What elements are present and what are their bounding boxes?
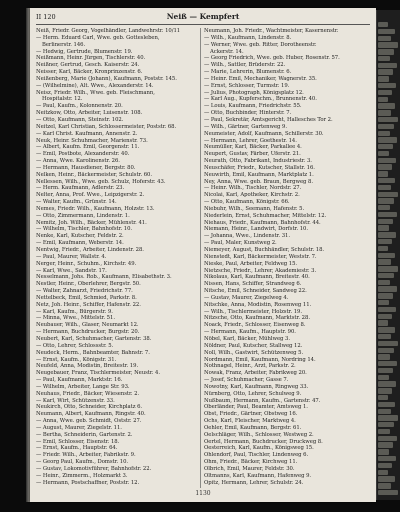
directory-entry: — Ernst, Kaufm., Hauptstr. 64. [36,445,118,452]
directory-entry: Neuschäfer, Friedr., Kutscher, Stallstr. 16. [204,164,315,171]
adjacent-page-line [378,280,390,285]
directory-entry: — Wilh., Sattler, Brüderstr. 22. [204,62,286,69]
directory-entry: Noll, Wilh., Gastwirt, Schützenweg 5. [204,349,304,356]
adjacent-page-line [378,151,389,156]
adjacent-page-line [378,171,388,176]
adjacent-page-line [378,56,390,61]
directory-entry: — Karl, Wwe., Sandstr. 17. [36,267,107,274]
directory-entry: Nettelbeck, Emil, Schmied, Parkstr. 8. [36,294,137,301]
directory-entry: — Emil, Schlosser, Eisenstr. 18. [36,438,120,445]
directory-entry: Neupert, Gustav, Färber, Uferstr. 21. [204,151,301,158]
adjacent-page-line [378,212,397,217]
adjacent-page-line [378,97,388,102]
adjacent-page-line [378,314,392,319]
adjacent-page-line [378,368,393,373]
directory-entry: — Otto, Kaufmann, Königstr. 66. [204,199,290,206]
directory-entry: Neumüller, Karl, Bäcker, Parkallee 4. [204,144,302,151]
directory-entry: — Hermann, Postschaffner, Poststr. 12. [36,479,140,486]
directory-entry: Neiß, Friedr. Georg, Vogelhändler, Landwehrstr. 10/11 [36,28,181,34]
directory-entry: — Paul, Kaufmann, Marktstr. 16. [36,377,123,384]
directory-entry: Niebuhr, Wilh., Seemann, Hafenstr. 5. [204,205,305,212]
page-header [36,12,370,24]
directory-entry: Nöldner, Paul, Kutscher, Stallweg 12. [204,342,303,349]
directory-entry: — Otto, Zimmermann, Lindenstr. 1. [36,212,130,219]
adjacent-page-line [378,239,392,244]
directory-entry: — Karl Christ. Kaufmann, Annenstr. 2. [36,130,138,137]
directory-entry: — Walter, Kaufm., Grünstr. 14. [36,199,117,206]
page-number: II 120 [36,13,56,21]
adjacent-page-line [378,253,395,258]
directory-page [30,8,376,502]
directory-entry: Neißmann, Heinr. Jürgen, Tischlerstr. 40. [36,55,146,62]
directory-entry: — Hermann, Kaufm., Hauptstr. 90. [204,329,296,336]
directory-entry: Ohm, Friedr., Bäcker, Kirchweg 11. [204,459,298,466]
adjacent-page-line [378,103,395,108]
adjacent-page-line [378,144,393,149]
directory-entry: — Wilhelm, Arbeiter, Lange Str. 93. [36,383,130,390]
directory-entry: Neitzkow, Otto, Arbeiter, Luisenstr. 108. [36,110,143,117]
directory-entry: Neurath, Otto, Fabrikant, Industriestr. 3. [204,158,312,165]
directory-entry: Neuk, Heinr. Schuhmacher, Marienstr. 73. [36,137,148,144]
adjacent-page-line [378,219,393,224]
adjacent-page-line [378,131,390,136]
directory-entry: — Georg Paul, Kaufm., Domstr. 10. [36,459,129,466]
directory-entry: Neisz, Friedr. Wilh., Wwe. geb. Fleischmann, [36,89,155,96]
adjacent-page-line [378,225,389,230]
directory-entry: Neuwirth, Emil, Kaufmann, Marktplatz 1. [204,171,314,178]
adjacent-page-text-strip [378,22,398,496]
adjacent-page-line [378,63,397,68]
page-title: Neiß — Kempfert [166,12,240,21]
directory-entry: Ackerstr. 14. [210,48,244,55]
directory-entry: Nienstedt, Karl, Bäckermeister, Weststr. 7. [204,253,317,260]
directory-entry: Nellessen, Wilh., Wwe. geb. Schulz, Hoferstr. 43. [36,178,166,185]
directory-entry: Niehaus, Friedr., Kaufmann, Bahnhofstr. 44. [204,219,321,226]
adjacent-page-line [378,334,391,339]
directory-entry: — Gustav, Lokomotivführer, Bahnhofstr. 22. [36,466,152,472]
directory-entry: — Emil, Postbote, Alexanderstr. 40. [36,151,130,158]
adjacent-page-line [378,354,390,359]
directory-entry: Hospitalstr. 12. [42,96,83,103]
directory-entry: Neudeck, Herm., Bahnbeamter, Bahnstr. 7. [36,349,150,356]
adjacent-page-line [378,266,398,271]
adjacent-page-line [378,395,388,400]
directory-entry: — Heinr., Zimmerm., Holzmarkt 3. [36,472,128,479]
header-rule [36,24,370,25]
directory-entry: — Herm. Kaufmann, Adlerstr. 23. [36,185,125,192]
directory-entry: Neitzel, Karl Christian, Schlossermeister, Poststr. 68. [36,123,177,130]
adjacent-page-line [378,42,398,47]
directory-entry: — Wilh., Kaufmann, Lindenstr. 8. [204,34,292,41]
adjacent-page-line [378,348,394,353]
directory-entry: — Bertha, Schneiderin, Gartenstr. 2. [36,431,133,438]
directory-entry: Nikolaus, Karl, Kaufmann, Breitestr. 40. [204,274,310,281]
directory-entry: Nußbaum, Hermann, Kaufm., Gartenstr. 47. [204,397,321,404]
directory-entry: — Otto, Lehrer, Schlossstr. 5. [36,342,114,349]
adjacent-page-line [378,36,391,41]
directory-entry: Opitz, Hermann, Lehrer, Schulstr. 24. [204,479,304,486]
directory-entry: Nietzsche, Friedr., Lehrer, Akademiestr. 3. [204,267,317,274]
adjacent-page-line [378,273,394,278]
directory-entry: — Wilh., Tischlermeister, Holzstr. 19. [204,308,302,315]
directory-entry: Nemitz, Joh. Wilh., Bäcker, Mühlenstr. 41. [36,219,147,226]
directory-entry: Olbrich, Emil, Maurer, Feldstr. 30. [204,466,295,472]
adjacent-page-line [378,69,393,74]
adjacent-page-line [378,442,393,447]
adjacent-page-line [378,490,398,495]
adjacent-page-line [378,29,395,34]
directory-entry: Nieske, Paul, Arbeiter, Feldweg 15. [204,260,298,267]
directory-entry: Neufeld, Anna, Modistin, Breitestr. 19. [36,363,139,370]
directory-entry: — Georg Friedrich, Wwe. geb. Huber, Rosenstr. 57. [204,55,340,62]
adjacent-page-line [378,178,395,183]
directory-entry: Ohlendorf, Paul, Tischler, Lindenweg 6. [204,452,309,459]
adjacent-page-line [378,83,396,88]
adjacent-page-line [378,341,398,346]
adjacent-page-line [378,327,395,332]
directory-entry: Neumann, Joh. Friedr., Wachtmeister, Kasernenstr. [204,28,339,34]
adjacent-page-line [378,300,389,305]
directory-entry: — Anna, Wwe. geb. Schmidt, Oststr. 27. [36,418,142,425]
directory-entry: Nenke, Karl, Kutscher, Feldstr. 2. [36,233,124,240]
adjacent-page-line [378,456,396,461]
adjacent-page-line [378,375,389,380]
directory-entry: — Gustav, Maurer, Ziegelweg 4. [204,294,289,301]
directory-entry: Nowotny, Karl, Kaufmann, Ringweg 33. [204,383,309,390]
directory-entry: Nordmann, Emil, Kaufmann, Nordring 14. [204,356,316,363]
adjacent-page-line [378,307,396,312]
directory-entry: — Paul, Sekretär, Amtsgericht, Hallesches Tor 2. [204,116,333,123]
adjacent-page-line [378,429,390,434]
adjacent-page-line [378,259,391,264]
directory-entry: Nitschke, Anna, Modistin, Rosenweg 11. [204,301,312,308]
adjacent-page-line [378,320,388,325]
directory-entry: — Hedwig, Gertrude, Blumenstr. 19. [36,48,133,55]
adjacent-page-line [378,483,391,488]
directory-entry: Neißenberg, Marie (Johann), Kaufmann, Poststr. 145. [36,75,177,82]
adjacent-page-line [378,232,396,237]
adjacent-page-line [378,164,392,169]
adjacent-page-line [378,110,391,115]
directory-entry: — Paul, Maler, Kunstweg 2. [204,240,277,247]
adjacent-page-line [378,286,397,291]
directory-entry: Neubauer, Wilh., Glaser, Neumarkt 12. [36,322,139,329]
directory-entry: Nöbel, Karl, Bäcker, Mühlweg 3. [204,335,290,342]
directory-entry: — Johanna, Wwe., Lindenstr. 31. [204,233,290,240]
directory-entry: — Ernst, Schlosser, Turmstr. 19. [204,82,290,89]
directory-entry: — Julius, Photograph, Königsplatz 12. [204,89,304,96]
adjacent-page-line [378,449,389,454]
left-column [36,28,196,488]
directory-entry: Neuhaus, Friedr., Bäcker, Wiesenstr. 2. [36,390,140,397]
directory-entry: — Anna, Wwe. Karolinenstr. 26. [36,158,120,165]
directory-entry: — Albert, Kaufm. Emil, Georgenstr. 11. [36,144,140,151]
directory-entry: Oehler, Emil, Kaufmann, Bergstr. 61. [204,424,302,431]
directory-entry: Niemeyer, August, Buchhändler, Schulstr. 18. [204,247,325,253]
directory-entry: Obst, Friedr., Gärtner, Obstweg 16. [204,411,298,418]
adjacent-page-line [378,158,396,163]
directory-entry: Oberländer, Paul, Beamter, Amtsweg 1. [204,404,308,411]
directory-entry: Nerger, Heinr., Schuhm., Kirchstr. 49. [36,260,137,267]
directory-entry: Nissen, Hans, Schiffer, Strandweg 6. [204,281,302,288]
directory-entry: Noack, Friedr., Schlosser, Eisenweg 8. [204,322,306,329]
adjacent-page-line [378,463,392,468]
adjacent-page-line [378,409,391,414]
directory-entry: Ney, Anna, Wwe. geb. Braun, Bergweg 8. [204,178,313,185]
directory-entry: Nitzsche, Otto, Kaufmann, Marktstr. 28. [204,315,310,322]
adjacent-page-line [378,415,398,420]
directory-entry: Nelter, Anna, Prof. Wwe., Leipzigerstr. 2. [36,192,145,199]
directory-entry: Neubert, Karl, Schuhmacher, Gartenstr. 38. [36,335,152,342]
right-column [204,28,370,488]
directory-entry: — Karl, Kaufm., Bürgerstr. 9. [36,308,113,315]
adjacent-page-line [378,422,394,427]
adjacent-page-line [378,117,398,122]
directory-entry: — Wilhelm, Tischler, Bahnhofstr. 10. [36,226,133,233]
directory-entry: Nentwig, Friedr., Arbeiter, Lindenstr. 28. [36,247,144,253]
directory-entry: Nürnberg, Otto, Lehrer, Schulweg 9. [204,390,302,397]
directory-entry: — Louis, Kaufmann, Friedrichstr. 55. [204,103,302,110]
directory-entry: Nemes, Friedr. Wilh., Kaufmann, Holzstr. 13. [36,205,155,212]
directory-entry: — Wilh., Gärtner, Gartenweg 9. [204,123,287,130]
directory-entry: — Karl Aug., Kupferschm., Brunnenstr. 40. [204,96,317,103]
directory-entry: Neumann, Albert, Kaufmann, Ringstr. 40. [36,411,146,418]
directory-entry: Nicolai, Karl, Apotheker, Kirchstr. 2. [204,192,300,199]
adjacent-page-line [378,246,388,251]
adjacent-page-line [378,402,395,407]
adjacent-page-line [378,76,389,81]
directory-entry: Neugebauer, Franz, Tischlermeister, Neustr. 4. [36,370,160,377]
directory-entry: — Ernst, Kaufm., Königstr. 31. [36,356,117,363]
adjacent-page-line [378,192,398,197]
adjacent-page-line [378,476,395,481]
directory-entry: Nesselmann, Johs. Rob., Kaufmann, Elisabethstr. 3. [36,274,172,281]
adjacent-page-line [378,388,392,393]
directory-entry: — Emil, Kaufmann, Weberstr. 14. [36,240,124,247]
directory-entry: Nelken, Heinr., Bäckermeister, Schulstr. 60. [36,171,152,178]
directory-entry: — Karl, Wirt, Schützenstr. 33. [36,397,115,404]
directory-entry: Oesterreich, Karl, Kaufm., Königsweg 15. [204,445,314,452]
directory-entry: — Heinr. Wilh., Tischler, Nordstr. 27. [204,185,302,192]
directory-entry: Oelschläger, Wilh., Schlosser, Westweg 2. [204,431,314,438]
directory-entry: Nothnagel, Heinr., Arzt, Parkstr. 2. [204,363,296,370]
directory-entry: — Walter, Zahnarzt, Friedrichstr. 77. [36,288,133,295]
directory-entry: — Josef, Schuhmacher, Gasse 7. [204,377,289,384]
directory-entry: — Hermann, Buchdrucker, Burgstr. 20. [36,329,140,336]
adjacent-page-line [378,90,392,95]
adjacent-page-line [378,185,391,190]
directory-entry: Nowak, Franz, Arbeiter, Fabrikweg 20. [204,370,307,377]
adjacent-page-line [378,49,394,54]
adjacent-page-line [378,381,396,386]
directory-entry: — Marie, Lehrerin, Blumenstr. 6. [204,69,292,76]
directory-entry: Nestler, Heinr., Oberlehrer, Bergstr. 50. [36,281,141,288]
directory-entry: Niederlein, Ernst, Schuhmacher, Mittelstr. 12. [204,212,327,219]
directory-entry: — Otto, Kaufmann, Steinstr. 102. [36,116,124,123]
directory-entry: — August, Maurer, Ziegelstr. 11. [36,424,122,431]
directory-entry: — Hermann, Lehrer, Goethestr. 14. [204,137,297,144]
adjacent-page-line [378,361,397,366]
directory-entry: Neißner, Gertrud, Gesch. Kaiserstr. 24. [36,62,140,69]
directory-entry: — (Wilhelmine), Alt. Wwe., Alexanderstr. 14. [36,82,154,89]
directory-entry: Niemann, Heinr., Landwirt, Dorfstr. 10. [204,226,308,233]
directory-entry: — Paul, Kaufm., Kolonnenstr. 20. [36,103,123,110]
directory-entry: — Minna, Wwe., Mittelstr. 51. [36,315,115,322]
directory-entry: — Friedr. Wilh., Arbeiter, Fabrikstr. 9. [36,452,136,459]
adjacent-page-line [378,470,388,475]
directory-entry: Neukirch, Otto, Schneider, Kirchplatz 6. [36,404,143,411]
adjacent-page-line [378,124,394,129]
directory-entry: Oltmanns, Karl, Kaufmann, Hafenweg 9. [204,472,312,479]
directory-entry: Ochs, Karl, Fleischer, Marktweg 4. [204,418,296,425]
adjacent-page-line [378,205,390,210]
directory-entry: Netz, Joh. Heinr., Schiffer, Hafenstr. 22. [36,301,141,308]
column-divider [200,28,201,488]
directory-entry: — Paul, Maurer, Wallstr. 4. [36,253,107,260]
directory-entry: Neisser, Karl, Bäcker, Kronprinzenstr. 6. [36,69,143,76]
adjacent-page-line [378,198,394,203]
directory-entry: Berlinerstr. 146. [42,41,86,48]
directory-entry: — Werner, Wwe. geb. Ritter, Dorotheenstr. [204,41,317,48]
adjacent-page-line [378,22,388,27]
directory-entry: — Hermann, Hausdiener, Bergstr. 80. [36,164,136,171]
adjacent-page-line [378,436,397,441]
directory-entry: — Heinr. Emil, Mechaniker, Wagnerstr. 35. [204,75,317,82]
adjacent-page-line [378,293,393,298]
directory-entry: — Herm. Eduard Carl, Wwe. geb. Gottesleben, [36,34,160,41]
adjacent-page-line [378,137,397,142]
directory-entry: Nitsche, Emil, Schneider, Sandweg 22. [204,288,307,295]
directory-entry: Oertel, Hermann, Buchdrucker, Druckweg 8. [204,438,323,445]
directory-entry: Neumeister, Adolf, Kaufmann, Schillerstr. 30. [204,130,324,137]
directory-entry: — Otto, Buchbinder, Hinterstr. 7. [204,110,292,117]
page-folio: 1130 [195,490,211,497]
